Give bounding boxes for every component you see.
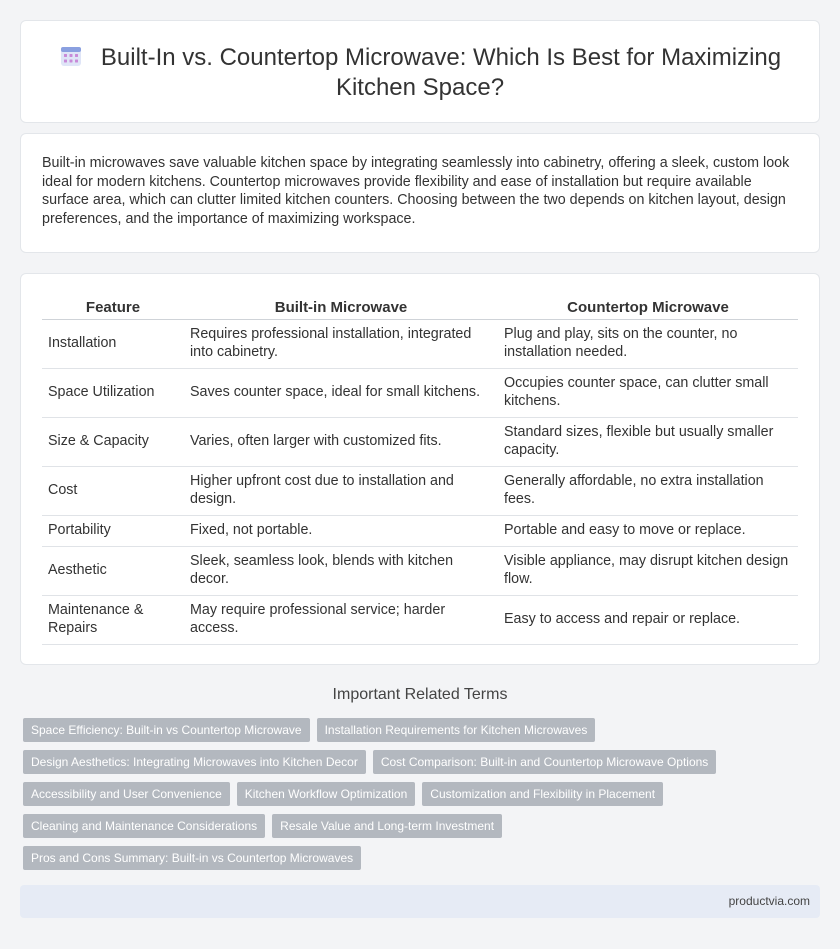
row-feature: Aesthetic (42, 546, 184, 595)
intro-card (20, 133, 820, 253)
row-countertop: Occupies counter space, can clutter small kitchens. (498, 368, 798, 417)
row-built-in: Saves counter space, ideal for small kitchens. (184, 368, 498, 417)
header-built-in: Built-in Microwave (184, 294, 498, 319)
table-row (42, 595, 798, 644)
row-built-in: Higher upfront cost due to installation and design. (184, 466, 498, 515)
row-built-in: May require professional service; harder access. (184, 595, 498, 644)
header-countertop: Countertop Microwave (498, 294, 798, 319)
row-countertop: Portable and easy to move or replace. (498, 515, 798, 546)
related-term-tag[interactable]: Space Efficiency: Built-in vs Countertop Microwave (23, 718, 310, 742)
row-built-in: Sleek, seamless look, blends with kitchen decor. (184, 546, 498, 595)
related-term-tag[interactable]: Cost Comparison: Built-in and Countertop Microwave Options (373, 750, 716, 774)
related-terms-list (23, 718, 820, 878)
table-row (42, 466, 798, 515)
related-term-tag[interactable]: Installation Requirements for Kitchen Microwaves (317, 718, 596, 742)
comparison-table (42, 294, 798, 645)
page-title-block (21, 43, 819, 103)
table-row (42, 368, 798, 417)
row-feature: Portability (42, 515, 184, 546)
row-countertop: Generally affordable, no extra installation fees. (498, 466, 798, 515)
row-countertop: Plug and play, sits on the counter, no installation needed. (498, 319, 798, 368)
footer-site-link[interactable]: productvia.com (728, 894, 810, 908)
related-term-tag[interactable]: Design Aesthetics: Integrating Microwaves into Kitchen Decor (23, 750, 366, 774)
title-card (20, 20, 820, 123)
table-header-row (42, 294, 798, 319)
related-term-tag[interactable]: Customization and Flexibility in Placement (422, 782, 663, 806)
row-built-in: Fixed, not portable. (184, 515, 498, 546)
table-row (42, 417, 798, 466)
table-row (42, 546, 798, 595)
row-feature: Size & Capacity (42, 417, 184, 466)
row-countertop: Visible appliance, may disrupt kitchen design flow. (498, 546, 798, 595)
row-feature: Cost (42, 466, 184, 515)
intro-paragraph: Built-in microwaves save valuable kitchen space by integrating seamlessly into cabinetry, offering a sleek, custom look ideal for modern kitchens. Countertop microwaves provide flexibility and ease of installation but require available surface area, which can clutter limited kitchen counters. Choosing between the two depends on kitchen layout, design preferences, and the importance of maximizing workspace. (42, 155, 790, 227)
page-title: Built-In vs. Countertop Microwave: Which Is Best for Maximizing Kitchen Space? (100, 44, 782, 101)
row-feature: Maintenance & Repairs (42, 595, 184, 644)
table-row (42, 319, 798, 368)
row-countertop: Standard sizes, flexible but usually smaller capacity. (498, 417, 798, 466)
related-term-tag[interactable]: Kitchen Workflow Optimization (237, 782, 416, 806)
related-term-tag[interactable]: Accessibility and User Convenience (23, 782, 230, 806)
row-built-in: Requires professional installation, integrated into cabinetry. (184, 319, 498, 368)
row-feature: Space Utilization (42, 368, 184, 417)
related-terms-heading: Important Related Terms (332, 686, 508, 703)
related-term-tag[interactable]: Resale Value and Long-term Investment (272, 814, 502, 838)
related-term-tag[interactable]: Pros and Cons Summary: Built-in vs Countertop Microwaves (23, 846, 361, 870)
row-countertop: Easy to access and repair or replace. (498, 595, 798, 644)
row-feature: Installation (42, 319, 184, 368)
related-term-tag[interactable]: Cleaning and Maintenance Considerations (23, 814, 265, 838)
calendar-grid-icon (59, 44, 83, 68)
header-feature: Feature (42, 294, 184, 319)
comparison-card (20, 273, 820, 665)
row-built-in: Varies, often larger with customized fits. (184, 417, 498, 466)
footer (20, 885, 820, 918)
table-row (42, 515, 798, 546)
